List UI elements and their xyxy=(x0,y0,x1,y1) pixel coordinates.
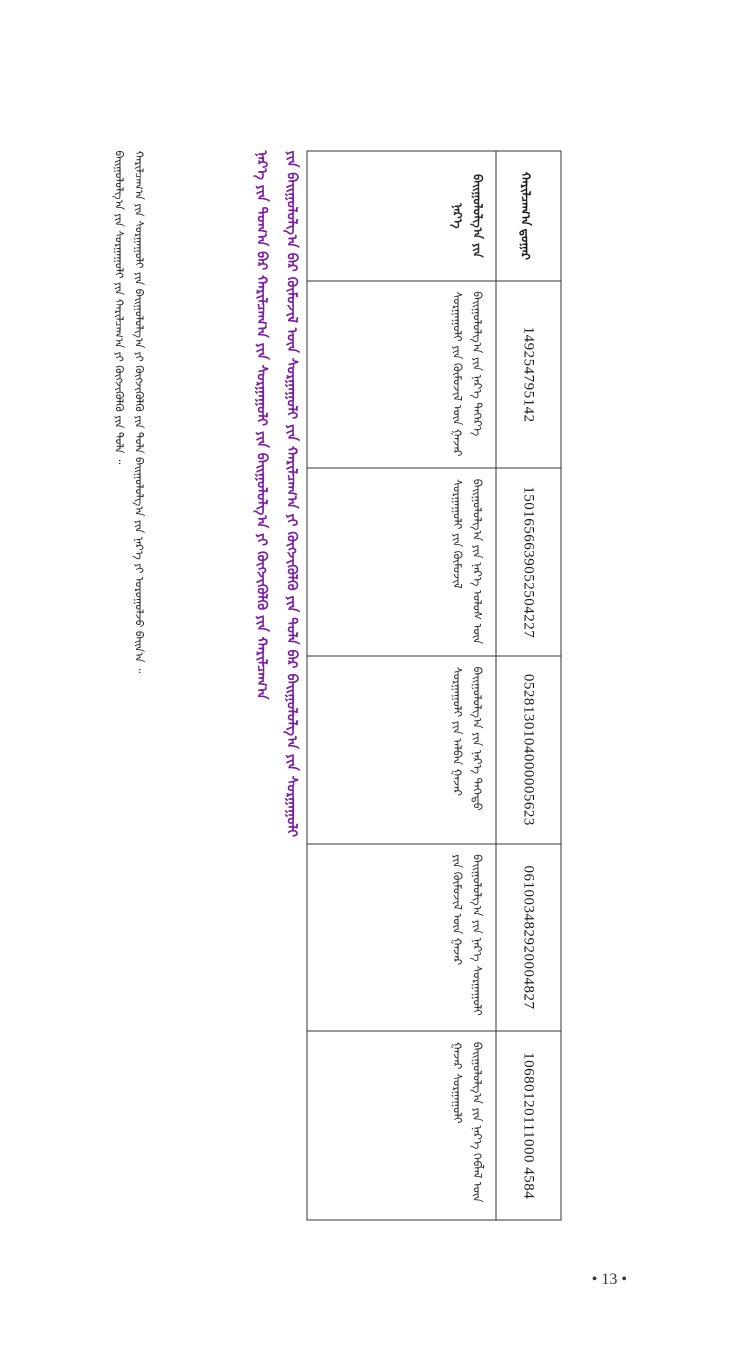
table-column-2 xyxy=(307,468,560,656)
table-column-4 xyxy=(307,844,560,1032)
column-body: ᠪᠠᠢᠭᠤᠯᠤᠯᠭ᠎ᠠ ᠶᠢᠨ ᠨᠡᠷ᠎ᠡ ᠳᠡᠭᠡᠷ᠎ᠡ ᠰᠤᠷᠭᠠᠭᠤᠯᠢ ᠶᠢᠨ ᠬᠦᠮᠦᠵᠢᠯ ᠦᠨ ᠭᠠᠵᠠᠷ xyxy=(450,290,484,456)
footnote-line-1: ᠬᠠᠷᠢᠯᠴᠠᠭ᠎ᠠ ᠶᠢᠨ ᠰᠤᠷᠭᠠᠭᠤᠯᠢ ᠶᠢᠨ ᠪᠠᠢᠭᠤᠯᠤᠯᠭ᠎ᠠ ᠶᠢ ᠬᠦᠭᠵᠢᠭᠦᠯᠬᠦ ᠶᠢᠨ ᠲᠤᠯᠠ ᠪᠠᠢᠭᠤᠯᠤᠯᠭ᠎ᠠ ᠶᠢᠨ ᠨᠡᠷ᠎ᠡ ᠶᠢ ᠣᠷᠤᠭᠤᠯᠵᠤ ᠪᠠᠢᠨ᠎ᠠ ᠃ xyxy=(132,150,145,673)
table-column-5 xyxy=(307,1031,560,1219)
column-number: 10680120111000 4584 xyxy=(495,1031,560,1219)
info-table xyxy=(306,150,561,1220)
column-number: 15016566390​52504227 xyxy=(495,468,560,655)
page-number: • 13 • xyxy=(591,1271,627,1288)
column-number: 05281301040​00005623 xyxy=(495,656,560,843)
purple-heading-line-2: ᠨᠡᠷ᠎ᠡ ᠶᠢᠨ ᠲᠣᠭ᠎ᠠ ᠪᠠᠷ ᠬᠠᠷᠢᠯᠴᠠᠭ᠎ᠠ ᠶᠢᠨ ᠰᠤᠷᠭᠠᠭᠤᠯᠢ ᠶᠢᠨ ᠪᠠᠢᠭᠤᠯᠤᠯᠭ᠎ᠠ ᠶᠢ ᠬᠦᠭᠵᠢᠭᠦᠯᠬᠦ ᠶᠢᠨ ᠬᠠᠷᠢᠯᠴᠠᠭ᠎ᠠ xyxy=(253,150,269,700)
table-header-column xyxy=(307,151,560,281)
column-number: 06100348292​0004827 xyxy=(495,844,560,1031)
column-number: 14925479514​2 xyxy=(495,281,560,468)
purple-heading-line-1: ᠶᠢᠨ ᠪᠠᠢᠭᠤᠯᠤᠯᠭ᠎ᠠ ᠪᠠᠷ ᠬᠦᠮᠦᠵᠢᠯ ᠦᠨ ᠰᠤᠷᠭᠠᠭᠤᠯᠢ ᠶᠢᠨ ᠬᠠᠷᠢᠯᠴᠠᠭ᠎ᠠ ᠶᠢ ᠬᠦᠭᠵᠢᠭᠦᠯᠬᠦ ᠶᠢᠨ ᠳᠤᠯᠠ ᠪᠡᠷ ᠪᠠᠢᠭᠤᠯᠤᠯᠭ᠎ᠠ ᠶᠢᠨ ᠰᠤᠷᠭᠠᠭᠤᠯᠢ xyxy=(283,150,299,837)
footnote-line-2: ᠪᠠᠢᠭᠤᠯᠤᠯᠭ᠎ᠠ ᠶᠢᠨ ᠰᠤᠷᠭᠠᠭᠤᠯᠢ ᠶᠢᠨ ᠬᠠᠷᠢᠯᠴᠠᠭ᠎ᠠ ᠶᠢ ᠬᠦᠭᠵᠢᠭᠦᠯᠬᠦ ᠶᠢᠨ ᠲᠤᠯᠠ ᠃ xyxy=(112,150,125,464)
column-body: ᠪᠠᠢᠭᠤᠯᠤᠯᠭ᠎ᠠ ᠶᠢᠨ ᠨᠡᠷ᠎ᠡ ᠤᠯᠤᠰ ᠦᠨ ᠰᠤᠷᠭᠠᠭᠤᠯᠢ ᠶᠢᠨ ᠬᠦᠮᠦᠵᠢᠯ xyxy=(450,478,484,644)
header-label: ᠬᠠᠷᠢᠯᠴᠠᠭ᠎ᠠ ᠳ᠋ᠤᠭᠠᠷ xyxy=(495,151,560,280)
column-body: ᠪᠠᠢᠭᠤᠯᠤᠯᠭ᠎ᠠ ᠶᠢᠨ ᠨᠡᠷ᠎ᠡ ᠬᠡᠪᠯᠡᠯ ᠦᠨ ᠭᠠᠵᠠᠷ ᠰᠤᠷᠭᠠᠭᠤᠯᠢ xyxy=(450,1041,484,1202)
table-column-1 xyxy=(307,281,560,469)
column-body: ᠪᠠᠢᠭᠤᠯᠤᠯᠭ᠎ᠠ ᠶᠢᠨ ᠨᠡᠷ᠎ᠡ ᠰᠤᠷᠭᠠᠭᠤᠯᠢ ᠶᠢᠨ ᠬᠦᠮᠦᠵᠢᠯ ᠦᠨ ᠭᠠᠵᠠᠷ xyxy=(450,853,484,1016)
header-body: ᠪᠠᠢᠭᠤᠯᠤᠯᠭ᠎ᠠ ᠶᠢᠨ ᠨᠡᠷ᠎ᠡ xyxy=(450,173,484,258)
table-column-3 xyxy=(307,656,560,844)
column-body: ᠪᠠᠢᠭᠤᠯᠤᠯᠭ᠎ᠠ ᠶᠢᠨ ᠨᠡᠷ᠎ᠡ ᠳᠡᠭᠡᠳᠦ ᠰᠤᠷᠭᠠᠭᠤᠯᠢ ᠶᠢᠨ ᠠᠯᠪᠠᠨ ᠭᠠᠵᠠᠷ xyxy=(450,666,484,811)
